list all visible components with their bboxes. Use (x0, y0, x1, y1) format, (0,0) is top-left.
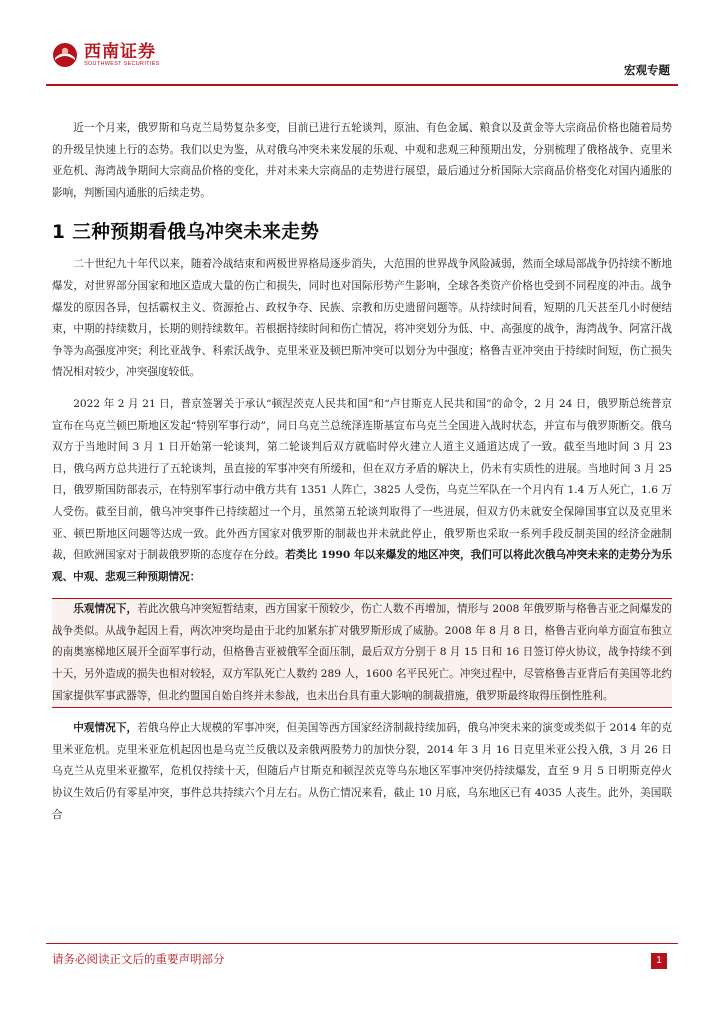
optimistic-scenario-paragraph (52, 598, 672, 708)
intro-paragraph: 近一个月来，俄罗斯和乌克兰局势复杂多变，目前已进行五轮谈判，原油、有色金属、粮食以及黄金等大宗商品价格也随着局势的升级呈快速上行的态势。我们以史为鉴，从对俄乌冲突未来发展的乐观、中观和悲观三种预期出发，分别梳理了俄格战争、克里米亚危机、海湾战争期间大宗商品价格的变化，并对未来大宗商品的走势进行展望，最后通过分析国际大宗商品价格变化对国内通胀的影响，判断国内通胀的后续走势。 (52, 122, 672, 199)
optimistic-scenario-text: 若此次俄乌冲突短暂结束，西方国家干预较少，伤亡人数不再增加，情形与 2008 年俄罗斯与格鲁吉亚之间爆发的战争类似。从战争起因上看，两次冲突均是由于北约加紧东扩对俄罗斯形成了威胁。2008 年 8 月 8 日，格鲁吉亚向单方面宣布独立的南奥塞梯地区展开全面军事行动，但格鲁吉亚被俄军全面压制，最后双方分别于 8 月 15 日和 16 日签订停火协议，战争持续不到十天，另外造成的损失也相对较轻，双方军队死亡人数约 289 人，1600 名平民死亡。冲突过程中，尽管格鲁吉亚背后有美国等北约国家提供军事武器等，但北约盟国自始自终并未参战，也未出台具有重大影响的制裁措施，俄罗斯最终取得压倒性胜利。 (52, 603, 672, 702)
neutral-scenario-text: 若俄乌停止大规模的军事冲突，但美国等西方国家经济制裁持续加码，俄乌冲突未来的演变或类似于 2014 年的克里米亚危机。克里米亚危机起因也是乌克兰反俄以及亲俄两股势力的加快分裂，2014 年 3 月 16 日克里米亚公投入俄，3 月 26 日乌克兰从克里米亚撤军，危机仅持续十天，但随后卢甘斯克和顿涅茨克等乌东地区军事冲突仍持续爆发，直至 9 月 5 日明斯克停火协议生效后仍有零星冲突，事件总共持续六个月左右。从伤亡情况来看，截止 10 月底，乌东地区已有 4035 人丧生。此外，美国联合 (52, 722, 672, 821)
scenario-summary-bold: 若类比 1990 年以来爆发的地区冲突，我们可以将此次俄乌冲突未来的走势分为乐观、中观、悲观三种预期情况： (52, 549, 673, 583)
paragraph-2022-events-text: 2022 年 2 月 21 日，普京签署关于承认“顿涅茨克人民共和国”和“卢甘斯克人民共和国”的命令，2 月 24 日，俄罗斯总统普京宣布在乌克兰顿巴斯地区发起“特别军事行动”，同日乌克兰总统泽连斯基宣布乌克兰全国进入战时状态，并宣布与俄罗斯断交。俄乌双方于当地时间 3 月 1 日开始第一轮谈判，第二轮谈判后双方就临时停火建立人道主义通道达成了一致。截至当地时间 3 月 23 日，俄乌两方总共进行了五轮谈判，虽直接的军事冲突有所缓和，但在双方矛盾的解决上，仍未有实质性的进展。当地时间 3 月 25 日，俄罗斯国防部表示，在特别军事行动中俄方共有 1351 人阵亡，3825 人受伤，乌克兰军队在一个月内有 1.4 万人死亡，1.6 万人受伤。截至目前，俄乌冲突事件已持续超过一个月，虽然第五轮谈判取得了一些进展，但双方仍未就安全保障国事宜以及克里米亚、顿巴斯地区问题等达成一致。此外西方国家对俄罗斯的制裁也并未就此停止，俄罗斯也采取一系列手段反制美国的经济金融制裁，但欧洲国家对于制裁俄罗斯的态度存在分歧。 (52, 397, 672, 562)
header-divider (46, 84, 678, 86)
page-header (0, 0, 724, 86)
footer-divider (46, 943, 678, 944)
paragraph-war-history: 二十世纪九十年代以来，随着冷战结束和两极世界格局逐步消失，大范围的世界战争风险减弱，然而全球局部战争仍持续不断地爆发，对世界部分国家和地区造成大量的伤亡和损失，同时也对国际形势产生影响，全球各类资产价格也受到不同程度的冲击。战争爆发的原因各异，包括霸权主义、资源抢占、政权争夺、民族、宗教和历史遗留问题等。从持续时间看，短期的几天甚至几小时便结束，中期的持续数月，长期的则持续数年。若根据持续时间和伤亡情况，将冲突划分为低、中、高强度的战争，海湾战争、阿富汗战争等为高强度冲突；利比亚战争、科索沃战争、克里米亚及顿巴斯冲突可以划分为中强度；格鲁吉亚冲突由于持续时间短，伤亡损失情况相对较少，冲突强度较低。 (52, 258, 672, 379)
optimistic-scenario-lead: 乐观情况下， (73, 603, 138, 616)
section-heading: 1 三种预期看俄乌冲突未来走势 (52, 222, 320, 244)
logo-chinese-name: 西南证券 (84, 41, 156, 62)
footer-disclaimer: 请务必阅读正文后的重要声明部分 (52, 952, 225, 966)
paragraph-2022-events (52, 394, 672, 588)
document-body (52, 118, 672, 826)
logo-english-name: SOUTHWEST SECURITIES (84, 60, 160, 67)
page-number: 1 (651, 953, 667, 969)
neutral-scenario-lead: 中观情况下， (73, 722, 138, 735)
logo-sun-icon (52, 42, 78, 68)
company-logo (52, 42, 160, 68)
report-category: 宏观专题 (624, 63, 670, 77)
neutral-scenario-paragraph (52, 718, 672, 826)
